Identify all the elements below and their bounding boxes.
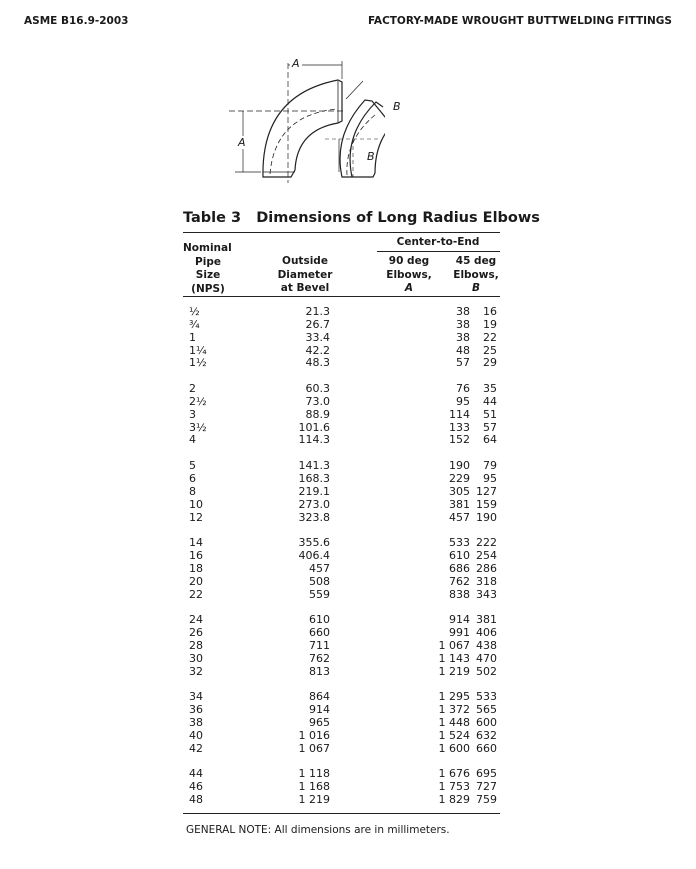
table-row [183, 589, 500, 602]
document-header-left: ASME B16.9-2003 [24, 15, 129, 27]
cell-outside-diameter: 508 [309, 574, 330, 588]
cell-outside-diameter: 168.3 [298, 471, 330, 485]
cell-nps: 34 [189, 690, 203, 704]
cell-center-to-end-45: 632 [476, 728, 497, 742]
cell-center-to-end-90: 686 [449, 561, 470, 575]
cell-nps: 6 [189, 471, 196, 485]
cell-outside-diameter: 457 [309, 561, 330, 575]
cell-outside-diameter: 355.6 [298, 536, 330, 550]
cell-outside-diameter: 323.8 [298, 510, 330, 524]
header-line: Size [195, 269, 221, 281]
cell-nps: 42 [189, 741, 203, 755]
cell-nps: 46 [189, 780, 203, 794]
header-line: at Bevel [280, 282, 330, 294]
header-line: Outside [282, 255, 328, 267]
cell-center-to-end-45: 29 [483, 356, 497, 370]
dimension-label-b-top: B [393, 100, 401, 113]
cell-center-to-end-45: 470 [476, 651, 497, 665]
cell-outside-diameter: 26.7 [305, 317, 330, 331]
header-bottom-rule [183, 296, 500, 297]
cell-nps: 28 [189, 638, 203, 652]
dimension-label-b-side: B [367, 150, 375, 163]
cell-outside-diameter: 559 [309, 587, 330, 601]
header-line: B [471, 282, 480, 294]
cell-nps: 38 [189, 716, 203, 729]
cell-outside-diameter: 42.2 [305, 343, 330, 357]
table-row [183, 345, 500, 358]
cell-center-to-end-90: 1 372 [438, 703, 470, 717]
cell-center-to-end-90: 38 [456, 305, 470, 318]
cell-outside-diameter: 1 067 [298, 741, 330, 755]
col-header-45deg [448, 255, 504, 296]
table-row [183, 550, 500, 563]
cell-center-to-end-90: 1 829 [438, 793, 470, 807]
cell-nps: 3½ [189, 420, 207, 434]
cell-outside-diameter: 864 [309, 690, 330, 704]
cell-nps: 1½ [189, 356, 207, 370]
cell-nps: ¾ [189, 317, 200, 331]
col-header-nps [183, 242, 232, 296]
cell-center-to-end-90: 38 [456, 330, 470, 344]
cell-outside-diameter: 33.4 [305, 330, 330, 344]
cell-center-to-end-90: 1 676 [438, 767, 470, 781]
cell-center-to-end-45: 57 [483, 420, 497, 434]
table-row [183, 499, 500, 512]
cell-center-to-end-45: 159 [476, 497, 497, 511]
cell-center-to-end-90: 991 [449, 626, 470, 640]
cell-nps: 22 [189, 587, 203, 601]
group-header-center-to-end: Center-to-End [396, 236, 480, 248]
cell-outside-diameter: 1 219 [298, 793, 330, 807]
cell-nps: 14 [189, 536, 203, 550]
cell-outside-diameter: 914 [309, 703, 330, 717]
cell-outside-diameter: 813 [309, 664, 330, 678]
header-line: Pipe [195, 255, 221, 268]
cell-nps: 2½ [189, 394, 207, 408]
elbow-diagram [225, 55, 385, 185]
cell-outside-diameter: 273.0 [298, 497, 330, 511]
cell-outside-diameter: 965 [309, 716, 330, 729]
table-row [183, 794, 500, 807]
table-row [183, 396, 500, 409]
cell-center-to-end-90: 533 [449, 536, 470, 550]
cell-center-to-end-45: 19 [483, 317, 497, 331]
table-body [183, 306, 500, 807]
cell-center-to-end-45: 565 [476, 703, 497, 717]
table-row [183, 486, 500, 499]
table-row [183, 473, 500, 486]
cell-center-to-end-90: 1 753 [438, 780, 470, 794]
cell-nps: 4 [189, 433, 196, 447]
cell-nps: 10 [189, 497, 203, 511]
cell-nps: 1 [189, 330, 196, 344]
cell-center-to-end-45: 600 [476, 716, 497, 729]
header-line: A [404, 282, 414, 294]
cell-center-to-end-45: 695 [476, 767, 497, 781]
cell-center-to-end-45: 318 [476, 574, 497, 588]
cell-center-to-end-90: 38 [456, 317, 470, 331]
general-note: GENERAL NOTE: All dimensions are in millimeters. [186, 824, 450, 836]
group-header-rule [377, 251, 500, 252]
cell-center-to-end-45: 343 [476, 587, 497, 601]
cell-center-to-end-90: 1 067 [438, 638, 470, 652]
cell-center-to-end-45: 660 [476, 741, 497, 755]
header-line: Elbows, [386, 268, 432, 281]
table-row [183, 357, 500, 370]
dimension-label-a-side: A [238, 136, 246, 149]
cell-nps: 44 [189, 767, 203, 781]
cell-nps: 26 [189, 626, 203, 640]
cell-nps: 5 [189, 459, 196, 473]
table-row [183, 306, 500, 319]
cell-nps: 18 [189, 561, 203, 575]
cell-outside-diameter: 406.4 [298, 549, 330, 563]
cell-nps: ½ [189, 305, 200, 318]
table-row [183, 730, 500, 743]
col-header-90deg [378, 255, 440, 296]
table-row [183, 409, 500, 422]
cell-center-to-end-45: 438 [476, 638, 497, 652]
cell-nps: 16 [189, 549, 203, 563]
cell-center-to-end-45: 127 [476, 484, 497, 498]
cell-center-to-end-45: 222 [476, 536, 497, 550]
cell-outside-diameter: 21.3 [305, 305, 330, 318]
cell-center-to-end-45: 64 [483, 433, 497, 447]
cell-center-to-end-45: 406 [476, 626, 497, 640]
cell-center-to-end-90: 1 143 [438, 651, 470, 665]
table-row [183, 434, 500, 447]
cell-nps: 12 [189, 510, 203, 524]
cell-outside-diameter: 219.1 [298, 484, 330, 498]
cell-outside-diameter: 101.6 [298, 420, 330, 434]
cell-nps: 32 [189, 664, 203, 678]
cell-nps: 1¼ [189, 343, 207, 357]
cell-center-to-end-45: 381 [476, 613, 497, 627]
cell-center-to-end-90: 1 524 [438, 728, 470, 742]
cell-center-to-end-45: 79 [483, 459, 497, 473]
cell-center-to-end-90: 114 [449, 407, 470, 421]
table-row [183, 576, 500, 589]
table-row [183, 743, 500, 756]
cell-center-to-end-90: 133 [449, 420, 470, 434]
cell-center-to-end-45: 22 [483, 330, 497, 344]
cell-center-to-end-90: 762 [449, 574, 470, 588]
cell-center-to-end-90: 610 [449, 549, 470, 563]
document-header-right: FACTORY-MADE WROUGHT BUTTWELDING FITTINGS [367, 15, 672, 27]
cell-outside-diameter: 762 [309, 651, 330, 665]
cell-center-to-end-90: 229 [449, 471, 470, 485]
table-row [183, 666, 500, 679]
group-spacer [183, 370, 500, 383]
cell-center-to-end-90: 57 [456, 356, 470, 370]
cell-nps: 3 [189, 407, 196, 421]
cell-nps: 8 [189, 484, 196, 498]
table-row [183, 512, 500, 525]
cell-center-to-end-90: 914 [449, 613, 470, 627]
cell-center-to-end-45: 35 [483, 382, 497, 396]
cell-center-to-end-90: 76 [456, 382, 470, 396]
table-title: Table 3 Dimensions of Long Radius Elbows [183, 210, 540, 226]
dimension-label-a-top: A [292, 57, 300, 70]
header-line: (NPS) [191, 282, 225, 295]
cell-outside-diameter: 88.9 [305, 407, 330, 421]
cell-outside-diameter: 711 [309, 638, 330, 652]
cell-center-to-end-90: 1 448 [438, 716, 470, 729]
table-bottom-rule [183, 813, 500, 814]
cell-outside-diameter: 1 118 [298, 767, 330, 781]
cell-center-to-end-45: 727 [476, 780, 497, 794]
table-row [183, 319, 500, 332]
cell-center-to-end-45: 533 [476, 690, 497, 704]
table-row [183, 640, 500, 653]
cell-center-to-end-45: 44 [483, 394, 497, 408]
cell-center-to-end-90: 95 [456, 394, 470, 408]
header-line: Diameter [277, 268, 333, 281]
cell-nps: 40 [189, 728, 203, 742]
header-line: 45 deg [455, 255, 497, 267]
cell-center-to-end-90: 838 [449, 587, 470, 601]
cell-nps: 36 [189, 703, 203, 717]
cell-center-to-end-90: 1 600 [438, 741, 470, 755]
cell-center-to-end-45: 254 [476, 549, 497, 563]
table-row [183, 383, 500, 396]
cell-nps: 20 [189, 574, 203, 588]
cell-center-to-end-90: 190 [449, 459, 470, 473]
table-row [183, 653, 500, 666]
cell-outside-diameter: 73.0 [305, 394, 330, 408]
cell-center-to-end-90: 305 [449, 484, 470, 498]
table-row [183, 717, 500, 730]
cell-outside-diameter: 60.3 [305, 382, 330, 396]
table-top-rule [183, 232, 500, 233]
cell-center-to-end-90: 381 [449, 497, 470, 511]
header-line: 90 deg [388, 255, 430, 267]
cell-center-to-end-45: 51 [483, 407, 497, 421]
cell-center-to-end-90: 1 219 [438, 664, 470, 678]
cell-center-to-end-90: 457 [449, 510, 470, 524]
cell-nps: 48 [189, 793, 203, 807]
cell-outside-diameter: 1 168 [298, 780, 330, 794]
cell-outside-diameter: 660 [309, 626, 330, 640]
cell-center-to-end-90: 1 295 [438, 690, 470, 704]
cell-center-to-end-45: 25 [483, 343, 497, 357]
cell-center-to-end-45: 286 [476, 561, 497, 575]
cell-outside-diameter: 1 016 [298, 728, 330, 742]
cell-nps: 2 [189, 382, 196, 396]
header-line: Nominal [183, 242, 232, 254]
table-row [183, 563, 500, 576]
cell-center-to-end-90: 48 [456, 343, 470, 357]
cell-outside-diameter: 610 [309, 613, 330, 627]
header-line: Elbows, [453, 268, 499, 281]
col-header-od [265, 255, 345, 296]
cell-outside-diameter: 114.3 [298, 433, 330, 447]
cell-nps: 24 [189, 613, 203, 627]
cell-center-to-end-45: 95 [483, 471, 497, 485]
cell-center-to-end-45: 502 [476, 664, 497, 678]
cell-outside-diameter: 141.3 [298, 459, 330, 473]
table-row [183, 332, 500, 345]
cell-center-to-end-45: 16 [483, 305, 497, 318]
cell-outside-diameter: 48.3 [305, 356, 330, 370]
cell-nps: 30 [189, 651, 203, 665]
cell-center-to-end-90: 152 [449, 433, 470, 447]
cell-center-to-end-45: 759 [476, 793, 497, 807]
cell-center-to-end-45: 190 [476, 510, 497, 524]
table-row [183, 627, 500, 640]
